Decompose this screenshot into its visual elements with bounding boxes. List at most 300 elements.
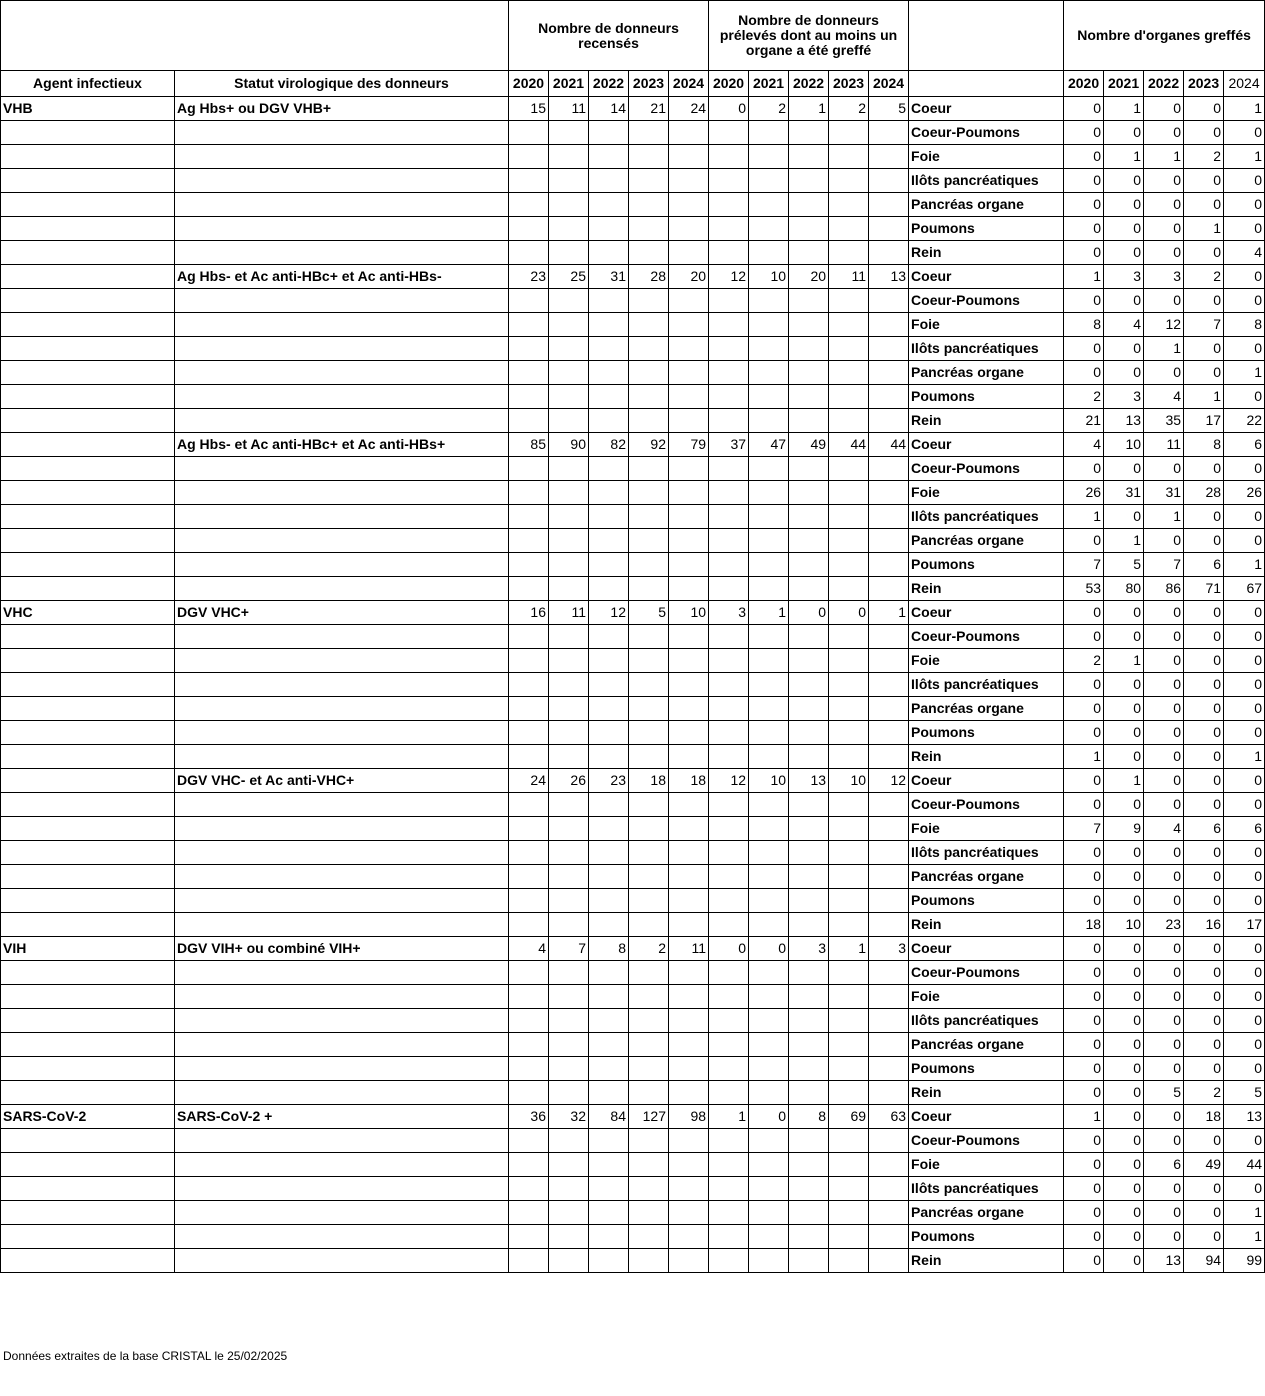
statut-cell [175,1009,509,1033]
recenses-cell: 127 [629,1105,669,1129]
preleves-cell [749,913,789,937]
organ-cell: Coeur-Poumons [909,121,1064,145]
preleves-cell [749,577,789,601]
greffes-cell: 8 [1184,433,1224,457]
statut-cell [175,1201,509,1225]
greffes-cell: 0 [1064,985,1104,1009]
greffes-cell: 0 [1144,97,1184,121]
preleves-cell: 11 [829,265,869,289]
greffes-cell: 0 [1184,1201,1224,1225]
preleves-cell [869,1129,909,1153]
preleves-cell [829,241,869,265]
organ-cell: Poumons [909,385,1064,409]
preleves-cell [829,1129,869,1153]
greffes-cell: 0 [1144,865,1184,889]
table-row [1,241,1265,265]
organ-cell: Foie [909,817,1064,841]
greffes-cell: 0 [1224,385,1265,409]
preleves-cell [749,1057,789,1081]
table-row [1,1201,1265,1225]
statut-cell [175,841,509,865]
recenses-cell [589,193,629,217]
preleves-cell [869,409,909,433]
agent-cell [1,553,175,577]
greffes-cell: 0 [1224,721,1265,745]
preleves-cell: 3 [869,937,909,961]
recenses-cell [549,745,589,769]
organ-cell: Coeur [909,937,1064,961]
recenses-cell [629,1225,669,1249]
greffes-cell: 31 [1104,481,1144,505]
preleves-cell [789,505,829,529]
recenses-cell [589,1129,629,1153]
preleves-cell [749,961,789,985]
recenses-cell [509,505,549,529]
preleves-cell [869,793,909,817]
preleves-cell [749,361,789,385]
agent-cell [1,481,175,505]
recenses-cell [509,361,549,385]
recenses-cell [629,361,669,385]
greffes-cell: 0 [1064,169,1104,193]
greffes-cell: 0 [1104,1129,1144,1153]
greffes-cell: 0 [1104,745,1144,769]
recenses-cell [549,385,589,409]
preleves-cell [869,193,909,217]
header-greffes: Nombre d'organes greffés [1064,1,1265,71]
statut-cell [175,697,509,721]
greffes-cell: 11 [1144,433,1184,457]
recenses-cell [549,217,589,241]
statut-cell [175,169,509,193]
greffes-cell: 0 [1064,529,1104,553]
preleves-cell [829,961,869,985]
table-row [1,601,1265,625]
greffes-cell: 35 [1144,409,1184,433]
preleves-cell [869,553,909,577]
recenses-cell [669,217,709,241]
greffes-cell: 7 [1184,313,1224,337]
recenses-cell: 92 [629,433,669,457]
table-row [1,505,1265,529]
recenses-cell [509,697,549,721]
recenses-cell [549,1129,589,1153]
recenses-cell [629,649,669,673]
preleves-cell [789,121,829,145]
greffes-cell: 0 [1064,1249,1104,1273]
statut-cell [175,145,509,169]
recenses-cell: 16 [509,601,549,625]
recenses-cell [509,793,549,817]
recenses-cell: 28 [629,265,669,289]
recenses-cell [589,1033,629,1057]
year-header: 2022 [589,71,629,97]
greffes-cell: 0 [1184,769,1224,793]
recenses-cell [629,145,669,169]
recenses-cell [509,1225,549,1249]
preleves-cell [829,289,869,313]
preleves-cell [749,529,789,553]
table-row [1,961,1265,985]
header-preleves: Nombre de donneurs prélevés dont au moins un organe a été greffé [709,1,909,71]
recenses-cell: 18 [669,769,709,793]
organ-cell: Coeur [909,769,1064,793]
agent-cell [1,529,175,553]
greffes-cell: 1 [1064,265,1104,289]
preleves-cell [749,289,789,313]
organ-cell: Poumons [909,721,1064,745]
recenses-cell: 36 [509,1105,549,1129]
greffes-cell: 0 [1184,361,1224,385]
header-statut: Statut virologique des donneurs [175,71,509,97]
recenses-cell [509,745,549,769]
recenses-cell [549,313,589,337]
recenses-cell: 25 [549,265,589,289]
statut-cell [175,457,509,481]
agent-cell [1,313,175,337]
preleves-cell [829,361,869,385]
greffes-cell: 0 [1064,145,1104,169]
greffes-cell: 23 [1144,913,1184,937]
recenses-cell [629,385,669,409]
greffes-cell: 2 [1184,1081,1224,1105]
recenses-cell [549,241,589,265]
preleves-cell [749,145,789,169]
preleves-cell [749,889,789,913]
recenses-cell [669,961,709,985]
table-row [1,169,1265,193]
preleves-cell [789,985,829,1009]
recenses-cell [629,841,669,865]
recenses-cell [589,577,629,601]
recenses-cell [549,1225,589,1249]
recenses-cell [589,169,629,193]
agent-cell [1,673,175,697]
organ-cell: Foie [909,1153,1064,1177]
year-header: 2022 [789,71,829,97]
agent-cell [1,145,175,169]
recenses-cell: 7 [549,937,589,961]
greffes-cell: 0 [1224,1057,1265,1081]
preleves-cell [829,169,869,193]
agent-cell [1,1057,175,1081]
preleves-cell [709,1033,749,1057]
preleves-cell [829,217,869,241]
table-row [1,1105,1265,1129]
greffes-cell: 0 [1144,649,1184,673]
organ-cell: Foie [909,145,1064,169]
greffes-cell: 0 [1144,985,1184,1009]
greffes-cell: 0 [1144,745,1184,769]
greffes-cell: 0 [1104,241,1144,265]
table-row [1,1177,1265,1201]
recenses-cell [589,841,629,865]
greffes-cell: 0 [1064,1225,1104,1249]
preleves-cell [869,697,909,721]
statut-cell [175,529,509,553]
greffes-cell: 5 [1104,553,1144,577]
greffes-cell: 18 [1184,1105,1224,1129]
greffes-cell: 0 [1064,193,1104,217]
table-row [1,1225,1265,1249]
statut-cell [175,553,509,577]
recenses-cell [549,841,589,865]
greffes-cell: 0 [1144,1177,1184,1201]
year-header: 2024 [1224,71,1265,97]
preleves-cell [789,1129,829,1153]
agent-cell [1,985,175,1009]
recenses-cell [589,145,629,169]
table-row [1,433,1265,457]
greffes-cell: 0 [1184,121,1224,145]
greffes-cell: 0 [1064,1081,1104,1105]
preleves-cell: 10 [749,265,789,289]
greffes-cell: 0 [1064,673,1104,697]
recenses-cell [629,1201,669,1225]
greffes-cell: 0 [1224,1177,1265,1201]
greffes-cell: 0 [1184,529,1224,553]
preleves-cell [749,313,789,337]
preleves-cell [749,1129,789,1153]
greffes-cell: 0 [1184,625,1224,649]
greffes-cell: 80 [1104,577,1144,601]
statut-cell [175,121,509,145]
preleves-cell [789,409,829,433]
agent-cell: VHB [1,97,175,121]
organ-cell: Ilôts pancréatiques [909,337,1064,361]
recenses-cell: 11 [549,601,589,625]
preleves-cell: 49 [789,433,829,457]
greffes-cell: 0 [1104,1081,1144,1105]
preleves-cell: 44 [869,433,909,457]
organ-cell: Rein [909,1081,1064,1105]
greffes-cell: 0 [1104,289,1144,313]
recenses-cell [589,865,629,889]
greffes-cell: 0 [1224,529,1265,553]
table-row [1,649,1265,673]
greffes-cell: 0 [1184,169,1224,193]
greffes-cell: 0 [1144,361,1184,385]
greffes-cell: 0 [1104,1201,1144,1225]
greffes-cell: 7 [1144,553,1184,577]
greffes-cell: 0 [1104,985,1144,1009]
greffes-cell: 0 [1064,793,1104,817]
preleves-cell [869,577,909,601]
preleves-cell [829,1033,869,1057]
year-header: 2021 [1104,71,1144,97]
greffes-cell: 0 [1104,1177,1144,1201]
preleves-cell [869,913,909,937]
organ-cell: Coeur-Poumons [909,625,1064,649]
recenses-cell [509,1129,549,1153]
greffes-cell: 0 [1144,289,1184,313]
greffes-cell: 8 [1064,313,1104,337]
preleves-cell [749,985,789,1009]
recenses-cell [669,817,709,841]
recenses-cell: 32 [549,1105,589,1129]
preleves-cell [749,1177,789,1201]
greffes-cell: 4 [1144,817,1184,841]
table-row [1,409,1265,433]
preleves-cell [829,1009,869,1033]
recenses-cell [509,961,549,985]
preleves-cell [869,385,909,409]
recenses-cell: 2 [629,937,669,961]
greffes-cell: 16 [1184,913,1224,937]
recenses-cell [589,673,629,697]
recenses-cell [589,457,629,481]
recenses-cell [629,817,669,841]
year-header: 2020 [1064,71,1104,97]
greffes-cell: 31 [1144,481,1184,505]
recenses-cell [509,289,549,313]
greffes-cell: 49 [1184,1153,1224,1177]
greffes-cell: 0 [1144,241,1184,265]
preleves-cell: 5 [869,97,909,121]
recenses-cell [589,337,629,361]
agent-cell [1,505,175,529]
preleves-cell [829,793,869,817]
greffes-cell: 18 [1064,913,1104,937]
recenses-cell [629,337,669,361]
greffes-cell: 0 [1144,793,1184,817]
preleves-cell [789,457,829,481]
recenses-cell [589,553,629,577]
table-row [1,841,1265,865]
organ-cell: Foie [909,985,1064,1009]
preleves-cell [829,121,869,145]
preleves-cell [789,721,829,745]
recenses-cell [549,337,589,361]
statut-cell [175,985,509,1009]
preleves-cell [869,841,909,865]
recenses-cell [629,1009,669,1033]
agent-cell [1,193,175,217]
statut-cell [175,817,509,841]
recenses-cell [669,313,709,337]
greffes-cell: 0 [1064,889,1104,913]
greffes-cell: 0 [1144,673,1184,697]
greffes-cell: 1 [1184,217,1224,241]
recenses-cell [589,313,629,337]
preleves-cell [749,745,789,769]
statut-cell [175,361,509,385]
greffes-cell: 0 [1184,97,1224,121]
preleves-cell [709,481,749,505]
greffes-cell: 1 [1144,505,1184,529]
recenses-cell [549,865,589,889]
preleves-cell [789,1225,829,1249]
recenses-cell [549,409,589,433]
greffes-cell: 0 [1224,289,1265,313]
recenses-cell [669,1225,709,1249]
preleves-cell [749,241,789,265]
recenses-cell: 31 [589,265,629,289]
recenses-cell [549,1057,589,1081]
preleves-cell [789,217,829,241]
organ-cell: Rein [909,577,1064,601]
greffes-cell: 0 [1224,217,1265,241]
organ-cell: Ilôts pancréatiques [909,673,1064,697]
agent-cell [1,241,175,265]
agent-cell [1,1009,175,1033]
table-row [1,1033,1265,1057]
recenses-cell [669,337,709,361]
greffes-cell: 0 [1104,457,1144,481]
preleves-cell [789,865,829,889]
recenses-cell [509,1009,549,1033]
organ-cell: Coeur-Poumons [909,961,1064,985]
table-row [1,985,1265,1009]
greffes-cell: 1 [1104,529,1144,553]
greffes-cell: 0 [1224,265,1265,289]
preleves-cell [709,385,749,409]
greffes-cell: 0 [1184,865,1224,889]
recenses-cell [669,481,709,505]
greffes-cell: 1 [1224,553,1265,577]
recenses-cell [629,217,669,241]
greffes-cell: 7 [1064,553,1104,577]
greffes-cell: 0 [1144,889,1184,913]
table-row [1,625,1265,649]
preleves-cell [709,1177,749,1201]
greffes-cell: 0 [1064,1033,1104,1057]
preleves-cell [709,985,749,1009]
greffes-cell: 1 [1104,769,1144,793]
preleves-cell: 0 [829,601,869,625]
recenses-cell [669,289,709,313]
recenses-cell: 23 [589,769,629,793]
greffes-cell: 0 [1064,721,1104,745]
preleves-cell [869,721,909,745]
preleves-cell [709,193,749,217]
year-header: 2023 [629,71,669,97]
recenses-cell [549,673,589,697]
greffes-cell: 0 [1104,361,1144,385]
preleves-cell [789,961,829,985]
recenses-cell [669,1153,709,1177]
preleves-cell [749,673,789,697]
recenses-cell [589,1153,629,1177]
preleves-cell [709,241,749,265]
preleves-cell [869,1249,909,1273]
preleves-cell [709,337,749,361]
greffes-cell: 0 [1224,601,1265,625]
preleves-cell [869,1225,909,1249]
preleves-cell [749,457,789,481]
year-header: 2023 [829,71,869,97]
preleves-cell [789,553,829,577]
recenses-cell [669,913,709,937]
recenses-cell [549,457,589,481]
greffes-cell: 1 [1224,1225,1265,1249]
agent-cell [1,121,175,145]
greffes-cell: 0 [1104,337,1144,361]
blank-organ-header [909,1,1064,71]
recenses-cell: 84 [589,1105,629,1129]
greffes-cell: 6 [1224,433,1265,457]
statut-cell: Ag Hbs- et Ac anti-HBc+ et Ac anti-HBs- [175,265,509,289]
recenses-cell [549,961,589,985]
preleves-cell: 3 [789,937,829,961]
recenses-cell [549,1033,589,1057]
statut-cell [175,577,509,601]
greffes-cell: 4 [1104,313,1144,337]
greffes-cell: 0 [1104,721,1144,745]
table-row [1,289,1265,313]
statut-cell [175,241,509,265]
recenses-cell [549,169,589,193]
